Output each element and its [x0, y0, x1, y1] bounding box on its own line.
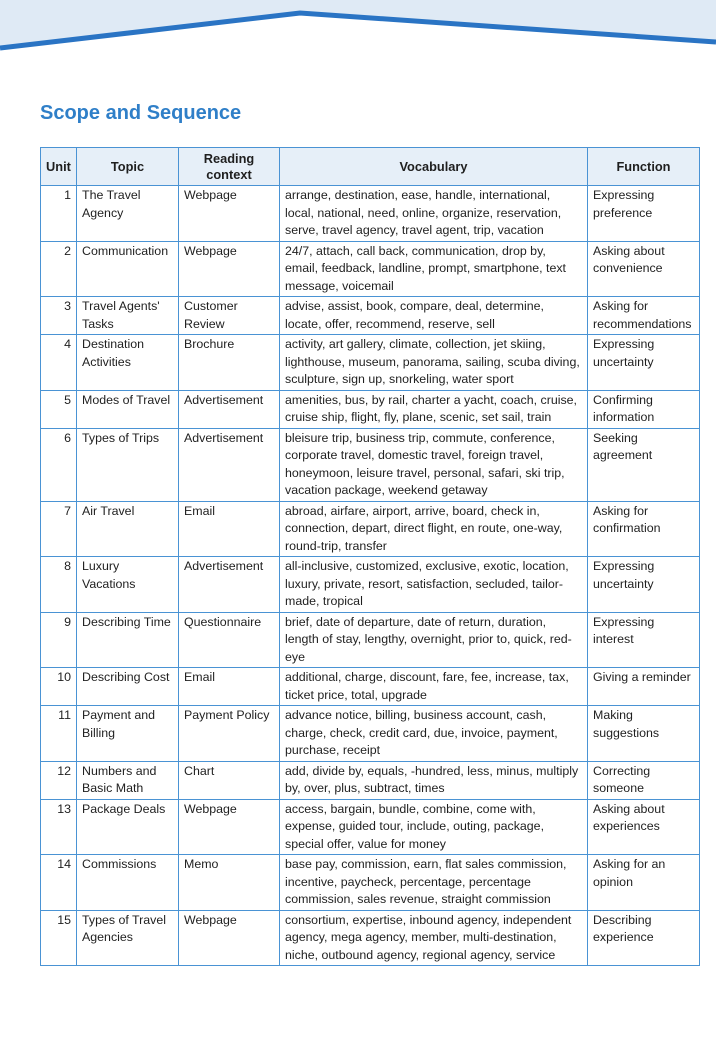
header-topic: Topic	[77, 148, 179, 186]
table-row	[41, 297, 700, 335]
unit-cell: 2	[41, 241, 77, 297]
unit-cell: 14	[41, 855, 77, 911]
topic-cell: Payment and Billing	[77, 706, 179, 762]
function-cell: Confirming information	[588, 390, 700, 428]
unit-cell: 15	[41, 910, 77, 966]
function-cell: Seeking agreement	[588, 428, 700, 501]
vocabulary-cell: advance notice, billing, business account, cash, charge, check, credit card, due, invoice, payment, purchase, receipt	[280, 706, 588, 762]
table-row	[41, 501, 700, 557]
unit-cell: 8	[41, 557, 77, 613]
function-cell: Expressing interest	[588, 612, 700, 668]
topic-cell: Communication	[77, 241, 179, 297]
table-row	[41, 668, 700, 706]
header-decoration	[0, 0, 716, 60]
reading-context-cell: Webpage	[179, 799, 280, 855]
header-vocabulary: Vocabulary	[280, 148, 588, 186]
table-row	[41, 241, 700, 297]
unit-cell: 4	[41, 335, 77, 391]
topic-cell: Types of Travel Agencies	[77, 910, 179, 966]
topic-cell: Describing Time	[77, 612, 179, 668]
function-cell: Expressing uncertainty	[588, 557, 700, 613]
reading-context-cell: Advertisement	[179, 557, 280, 613]
vocabulary-cell: all-inclusive, customized, exclusive, exotic, location, luxury, private, resort, satisfaction, secluded, tailor-made, tropical	[280, 557, 588, 613]
unit-cell: 9	[41, 612, 77, 668]
function-cell: Asking about convenience	[588, 241, 700, 297]
table-row	[41, 557, 700, 613]
table-row	[41, 428, 700, 501]
topic-cell: Modes of Travel	[77, 390, 179, 428]
table-row	[41, 855, 700, 911]
table-row	[41, 761, 700, 799]
page-title: Scope and Sequence	[40, 102, 242, 124]
unit-cell: 6	[41, 428, 77, 501]
reading-context-cell: Payment Policy	[179, 706, 280, 762]
unit-cell: 11	[41, 706, 77, 762]
unit-cell: 12	[41, 761, 77, 799]
topic-cell: Numbers and Basic Math	[77, 761, 179, 799]
vocabulary-cell: consortium, expertise, inbound agency, independent agency, mega agency, member, multi-destination, niche, outbound agency, regional agency, service	[280, 910, 588, 966]
table-row	[41, 910, 700, 966]
topic-cell: Describing Cost	[77, 668, 179, 706]
function-cell: Correcting someone	[588, 761, 700, 799]
function-cell: Making suggestions	[588, 706, 700, 762]
table-row	[41, 186, 700, 242]
unit-cell: 5	[41, 390, 77, 428]
reading-context-cell: Webpage	[179, 186, 280, 242]
vocabulary-cell: additional, charge, discount, fare, fee, increase, tax, ticket price, total, upgrade	[280, 668, 588, 706]
reading-context-cell: Email	[179, 501, 280, 557]
vocabulary-cell: access, bargain, bundle, combine, come with, expense, guided tour, include, outing, package, special offer, value for money	[280, 799, 588, 855]
header-unit: Unit	[41, 148, 77, 186]
topic-cell: Commissions	[77, 855, 179, 911]
topic-cell: Luxury Vacations	[77, 557, 179, 613]
function-cell: Asking for an opinion	[588, 855, 700, 911]
header-reading-context: Reading context	[179, 148, 280, 186]
vocabulary-cell: abroad, airfare, airport, arrive, board, check in, connection, depart, direct flight, en route, one-way, round-trip, transfer	[280, 501, 588, 557]
vocabulary-cell: add, divide by, equals, -hundred, less, minus, multiply by, over, plus, subtract, times	[280, 761, 588, 799]
function-cell: Expressing uncertainty	[588, 335, 700, 391]
reading-context-cell: Chart	[179, 761, 280, 799]
vocabulary-cell: amenities, bus, by rail, charter a yacht, coach, cruise, cruise ship, flight, fly, plane, scenic, set sail, train	[280, 390, 588, 428]
table-row	[41, 335, 700, 391]
function-cell: Asking for confirmation	[588, 501, 700, 557]
topic-cell: Travel Agents' Tasks	[77, 297, 179, 335]
vocabulary-cell: arrange, destination, ease, handle, international, local, national, need, online, organize, reservation, serve, travel agency, travel agent, trip, vacation	[280, 186, 588, 242]
reading-context-cell: Webpage	[179, 241, 280, 297]
table-header-row	[41, 148, 700, 186]
reading-context-cell: Questionnaire	[179, 612, 280, 668]
table-row	[41, 706, 700, 762]
function-cell: Describing experience	[588, 910, 700, 966]
unit-cell: 7	[41, 501, 77, 557]
reading-context-cell: Memo	[179, 855, 280, 911]
header-function: Function	[588, 148, 700, 186]
scope-sequence-table	[40, 147, 700, 966]
topic-cell: Package Deals	[77, 799, 179, 855]
vocabulary-cell: advise, assist, book, compare, deal, determine, locate, offer, recommend, reserve, sell	[280, 297, 588, 335]
unit-cell: 10	[41, 668, 77, 706]
vocabulary-cell: activity, art gallery, climate, collection, jet skiing, lighthouse, museum, panorama, sailing, scuba diving, sculpture, sign up, snorkeling, water sport	[280, 335, 588, 391]
function-cell: Asking for recommendations	[588, 297, 700, 335]
vocabulary-cell: 24/7, attach, call back, communication, drop by, email, feedback, landline, prompt, smartphone, text message, voicemail	[280, 241, 588, 297]
unit-cell: 3	[41, 297, 77, 335]
table-row	[41, 612, 700, 668]
table-row	[41, 390, 700, 428]
table-row	[41, 799, 700, 855]
topic-cell: Types of Trips	[77, 428, 179, 501]
vocabulary-cell: base pay, commission, earn, flat sales commission, incentive, paycheck, percentage, percentage commission, sales revenue, straight commission	[280, 855, 588, 911]
function-cell: Expressing preference	[588, 186, 700, 242]
topic-cell: Destination Activities	[77, 335, 179, 391]
function-cell: Asking about experiences	[588, 799, 700, 855]
unit-cell: 13	[41, 799, 77, 855]
topic-cell: Air Travel	[77, 501, 179, 557]
reading-context-cell: Customer Review	[179, 297, 280, 335]
reading-context-cell: Brochure	[179, 335, 280, 391]
unit-cell: 1	[41, 186, 77, 242]
reading-context-cell: Webpage	[179, 910, 280, 966]
reading-context-cell: Advertisement	[179, 390, 280, 428]
vocabulary-cell: brief, date of departure, date of return, duration, length of stay, lengthy, overnight, prior to, quick, red-eye	[280, 612, 588, 668]
function-cell: Giving a reminder	[588, 668, 700, 706]
vocabulary-cell: bleisure trip, business trip, commute, conference, corporate travel, domestic travel, foreign travel, honeymoon, leisure travel, personal, safari, ski trip, vacation package, weekend getaway	[280, 428, 588, 501]
reading-context-cell: Advertisement	[179, 428, 280, 501]
reading-context-cell: Email	[179, 668, 280, 706]
topic-cell: The Travel Agency	[77, 186, 179, 242]
